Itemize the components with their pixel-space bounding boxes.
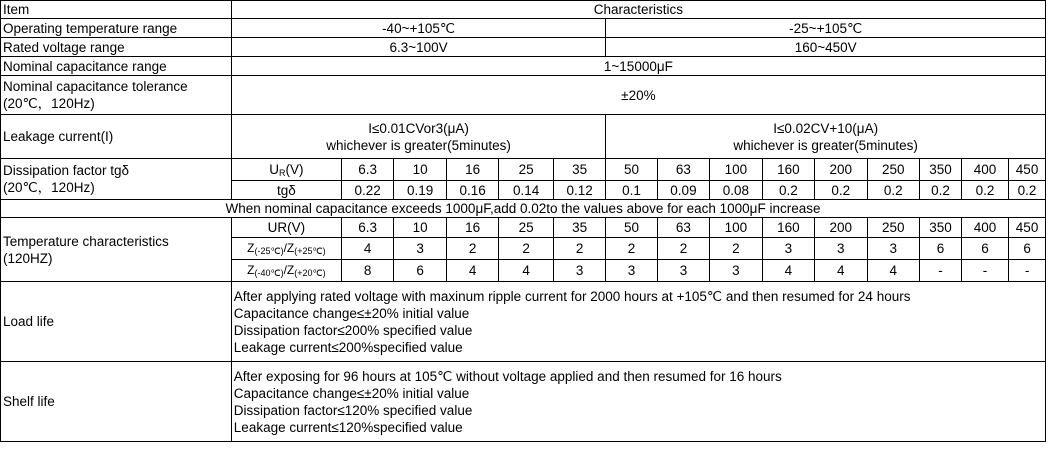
z2-a-sub: (-40℃) <box>254 268 284 278</box>
dissipation-voltage-cell: 400 <box>961 159 1008 181</box>
leakage-row <box>1 115 1046 159</box>
shelf-life-line: Leakage current≤120%specified value <box>233 419 463 435</box>
load-life-line: After applying rated voltage with maxinum ripple current for 2000 hours at +105℃ and then resumed for 24 hours <box>233 288 911 304</box>
load-life-line: Dissipation factor≤200% specified value <box>233 322 473 338</box>
z2-value-cell: 3 <box>606 260 657 282</box>
dissipation-tg-cell: 0.2 <box>919 181 961 200</box>
z2-value-cell: 4 <box>815 260 867 282</box>
temperature-voltage-row <box>1 218 1046 238</box>
dissipation-tg-cell: 0.2 <box>867 181 919 200</box>
temperature-voltage-cell: 63 <box>657 218 709 238</box>
temperature-voltage-cell: 350 <box>919 218 961 238</box>
dissipation-voltage-cell: 200 <box>815 159 867 181</box>
table-body <box>1 1 1046 442</box>
header-row <box>1 1 1046 19</box>
load-life-details <box>231 282 1045 362</box>
z2-value-cell: 3 <box>553 260 605 282</box>
dissipation-tg-cell: 0.14 <box>499 181 554 200</box>
z1-a: Z <box>247 241 255 255</box>
z1-value-cell: 2 <box>446 238 498 260</box>
z2-sep: /Z <box>283 263 295 277</box>
load-life-line: Capacitance change≤±20% initial value <box>233 305 470 321</box>
z1-value-cell: 6 <box>1009 238 1046 260</box>
z2-value-cell: - <box>961 260 1008 282</box>
dissipation-tg-cell: 0.2 <box>1009 181 1046 200</box>
z1-ratio-label <box>231 238 341 260</box>
temperature-label-line2: (120HZ) <box>3 250 53 266</box>
operating-temperature-row <box>1 19 1046 38</box>
shelf-life-details <box>231 362 1045 442</box>
dissipation-voltage-cell: 63 <box>657 159 709 181</box>
dissipation-voltage-cell: 250 <box>867 159 919 181</box>
z1-value-cell: 3 <box>762 238 814 260</box>
z2-value-cell: 4 <box>867 260 919 282</box>
z1-value-cell: 3 <box>867 238 919 260</box>
rated-voltage-row <box>1 38 1046 57</box>
leakage-high <box>606 115 1046 159</box>
z2-value-cell: 3 <box>710 260 762 282</box>
nominal-capacitance-value: 1~15000μF <box>231 57 1045 76</box>
dissipation-voltage-cell: 35 <box>553 159 605 181</box>
temperature-voltage-cell: 100 <box>710 218 762 238</box>
shelf-life-label: Shelf life <box>1 362 232 442</box>
temperature-label <box>1 218 232 282</box>
leakage-low-line2: whichever is greater(5minutes) <box>326 137 511 153</box>
z2-value-cell: - <box>1009 260 1046 282</box>
z2-value-cell: 3 <box>657 260 709 282</box>
leakage-label: Leakage current(I) <box>1 115 232 159</box>
dissipation-voltage-cell: 450 <box>1009 159 1046 181</box>
z2-a: Z <box>247 263 255 277</box>
z1-value-cell: 2 <box>657 238 709 260</box>
dissipation-label-line1: Dissipation factor tgδ <box>3 163 130 178</box>
z2-ratio-label <box>231 260 341 282</box>
z1-value-cell: 3 <box>394 238 446 260</box>
dissipation-note-row <box>1 200 1046 218</box>
operating-temperature-low: -40~+105℃ <box>231 19 606 38</box>
dissipation-tg-cell: 0.2 <box>762 181 814 200</box>
tolerance-label-line2: (20℃，120Hz) <box>3 96 95 111</box>
rated-voltage-label: Rated voltage range <box>1 38 232 57</box>
z2-value-cell: 8 <box>341 260 393 282</box>
leakage-low <box>231 115 606 159</box>
z1-value-cell: 2 <box>710 238 762 260</box>
item-header: Item <box>1 1 232 19</box>
tolerance-row <box>1 76 1046 115</box>
operating-temperature-label: Operating temperature range <box>1 19 232 38</box>
z1-value-cell: 4 <box>341 238 393 260</box>
shelf-life-line: Dissipation factor≤120% specified value <box>233 402 473 418</box>
dissipation-note: When nominal capacitance exceeds 1000μF,add 0.02to the values above for each 1000μF increase <box>1 200 1046 218</box>
load-life-line: Leakage current≤200%specified value <box>233 339 463 355</box>
rated-voltage-low: 6.3~100V <box>231 38 606 57</box>
z2-b-sub: (+20℃) <box>294 268 326 278</box>
dissipation-tg-cell: 0.19 <box>394 181 446 200</box>
temperature-voltage-cell: 250 <box>867 218 919 238</box>
z1-value-cell: 2 <box>606 238 657 260</box>
ur-main: U <box>269 162 279 177</box>
z1-value-cell: 6 <box>961 238 1008 260</box>
nominal-capacitance-row <box>1 57 1046 76</box>
dissipation-label-line2: (20℃，120Hz) <box>3 180 95 195</box>
tolerance-label-line1: Nominal capacitance tolerance <box>3 79 188 94</box>
shelf-life-line: Capacitance change≤±20% initial value <box>233 385 470 401</box>
tolerance-value: ±20% <box>231 76 1045 115</box>
temperature-voltage-cell: 200 <box>815 218 867 238</box>
dissipation-tg-cell: 0.16 <box>446 181 498 200</box>
characteristics-header: Characteristics <box>231 1 1045 19</box>
temperature-voltage-cell: 6.3 <box>341 218 393 238</box>
dissipation-ur-label <box>231 159 341 181</box>
shelf-life-row <box>1 362 1046 442</box>
rated-voltage-high: 160~450V <box>606 38 1046 57</box>
dissipation-voltage-cell: 160 <box>762 159 814 181</box>
dissipation-voltage-cell: 100 <box>710 159 762 181</box>
temperature-voltage-cell: 450 <box>1009 218 1046 238</box>
leakage-high-line1: I≤0.02CV+10(μA) <box>773 120 879 136</box>
z2-value-cell: 4 <box>446 260 498 282</box>
dissipation-tg-cell: 0.12 <box>553 181 605 200</box>
temperature-ur-label: UR(V) <box>231 218 341 238</box>
z2-value-cell: 6 <box>394 260 446 282</box>
dissipation-tg-cell: 0.2 <box>815 181 867 200</box>
dissipation-tg-cell: 0.22 <box>341 181 393 200</box>
dissipation-voltage-cell: 25 <box>499 159 554 181</box>
leakage-high-line2: whichever is greater(5minutes) <box>733 137 918 153</box>
z2-value-cell: 4 <box>499 260 554 282</box>
dissipation-label <box>1 159 232 200</box>
load-life-row <box>1 282 1046 362</box>
z1-value-cell: 2 <box>499 238 554 260</box>
z1-b-sub: (+25℃) <box>294 246 326 256</box>
dissipation-tg-cell: 0.08 <box>710 181 762 200</box>
load-life-label: Load life <box>1 282 232 362</box>
leakage-low-line1: I≤0.01CVor3(μA) <box>368 120 469 136</box>
temperature-voltage-cell: 16 <box>446 218 498 238</box>
dissipation-voltage-cell: 6.3 <box>341 159 393 181</box>
z1-sep: /Z <box>283 241 295 255</box>
ur-unit: (V) <box>285 162 304 177</box>
operating-temperature-high: -25~+105℃ <box>606 19 1046 38</box>
dissipation-tg-cell: 0.1 <box>606 181 657 200</box>
z1-value-cell: 3 <box>815 238 867 260</box>
z1-a-sub: (-25℃) <box>254 246 284 256</box>
z1-value-cell: 2 <box>553 238 605 260</box>
shelf-life-line: After exposing for 96 hours at 105℃ without voltage applied and then resumed for 16 hours <box>233 368 782 384</box>
ur-sub: R <box>279 168 286 178</box>
dissipation-voltage-cell: 50 <box>606 159 657 181</box>
tolerance-label <box>1 76 232 115</box>
dissipation-tg-label: tgδ <box>231 181 341 200</box>
temperature-voltage-cell: 10 <box>394 218 446 238</box>
dissipation-voltage-row <box>1 159 1046 181</box>
dissipation-voltage-cell: 10 <box>394 159 446 181</box>
temperature-voltage-cell: 50 <box>606 218 657 238</box>
temperature-voltage-cell: 400 <box>961 218 1008 238</box>
temperature-voltage-cell: 35 <box>553 218 605 238</box>
dissipation-tg-cell: 0.09 <box>657 181 709 200</box>
nominal-capacitance-label: Nominal capacitance range <box>1 57 232 76</box>
z1-value-cell: 6 <box>919 238 961 260</box>
z2-value-cell: 4 <box>762 260 814 282</box>
temperature-label-line1: Temperature characteristics <box>3 233 169 249</box>
z2-value-cell: - <box>919 260 961 282</box>
dissipation-tg-cell: 0.2 <box>961 181 1008 200</box>
dissipation-voltage-cell: 16 <box>446 159 498 181</box>
temperature-voltage-cell: 25 <box>499 218 554 238</box>
temperature-voltage-cell: 160 <box>762 218 814 238</box>
dissipation-voltage-cell: 350 <box>919 159 961 181</box>
